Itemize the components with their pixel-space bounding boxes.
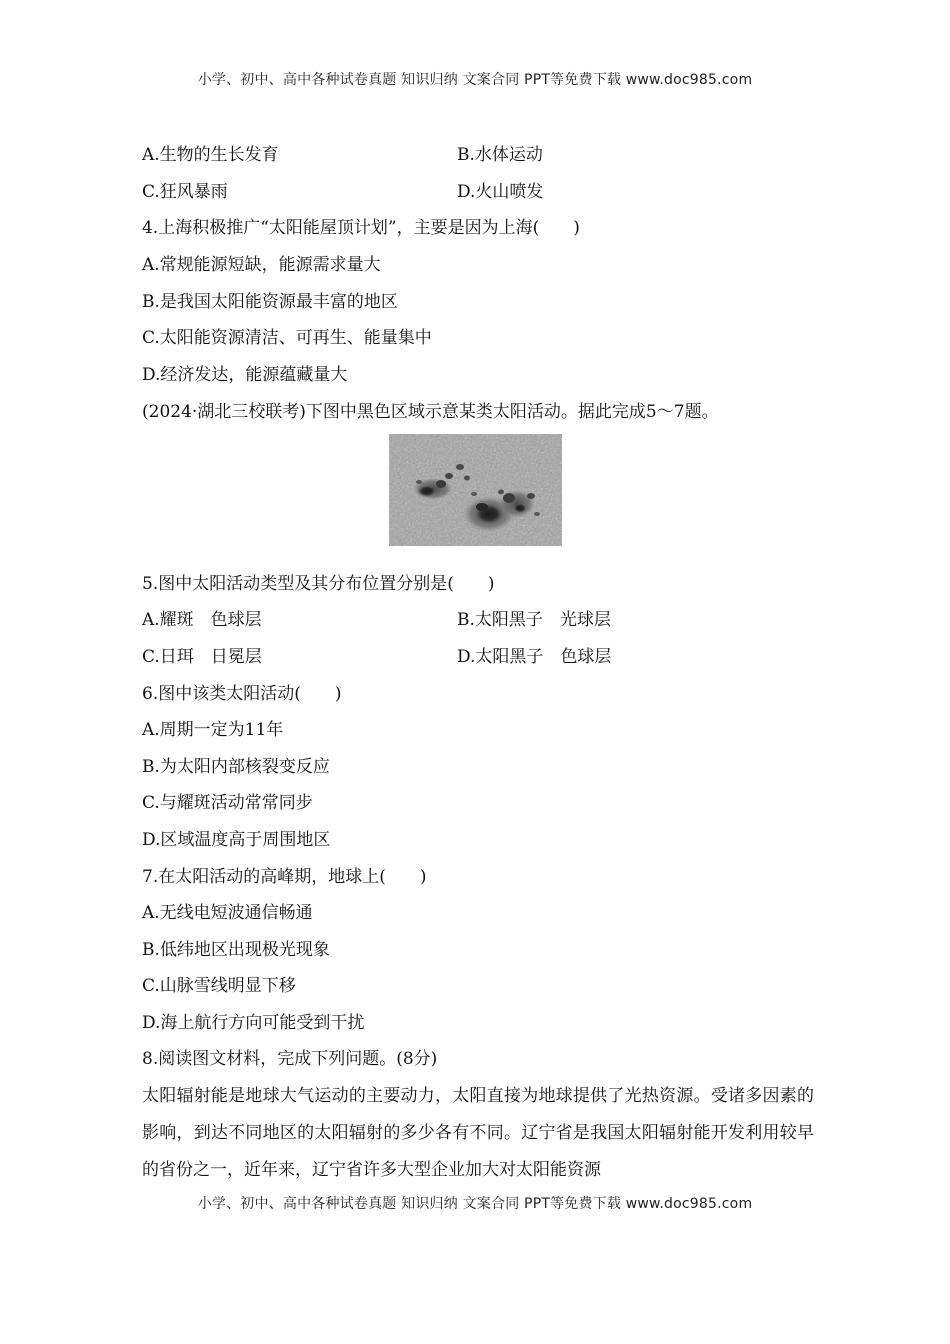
q7-option-d: D.海上航行方向可能受到干扰 <box>142 1013 365 1033</box>
q4-option-d: D.经济发达，能源蕴藏量大 <box>142 365 348 385</box>
q5-option-b: B.太阳黑子 光球层 <box>457 610 611 630</box>
q5-option-a: A.耀斑 色球层 <box>142 610 262 630</box>
q7-option-c: C.山脉雪线明显下移 <box>142 976 296 996</box>
sunspot-image <box>389 434 562 546</box>
q7-option-a: A.无线电短波通信畅通 <box>142 903 313 923</box>
q5-option-d: D.太阳黑子 色球层 <box>457 647 612 667</box>
q5-stem: 5.图中太阳活动类型及其分布位置分别是( ) <box>142 574 495 594</box>
q7-stem: 7.在太阳活动的高峰期，地球上( ) <box>142 867 427 887</box>
q8-material-paragraph: 太阳辐射能是地球大气运动的主要动力，太阳直接为地球提供了光热资源。受诸多因素的影响，到达不同地区的太阳辐射的多少各有不同。辽宁省是我国太阳辐射能开发利用较早的省份之一，近年来，辽宁省许多大型企业加大对太阳能资源 <box>142 1086 814 1180</box>
q3-option-a: A.生物的生长发育 <box>142 145 279 165</box>
q6-option-c: C.与耀斑活动常常同步 <box>142 793 313 813</box>
q4-option-a: A.常规能源短缺，能源需求量大 <box>142 255 381 275</box>
header-watermark: 小学、初中、高中各种试卷真题 知识归纳 文案合同 PPT等免费下载 www.doc985.com <box>197 72 753 88</box>
q7-option-b: B.低纬地区出现极光现象 <box>142 940 330 960</box>
q3-option-d: D.火山喷发 <box>457 182 544 202</box>
q6-option-d: D.区域温度高于周围地区 <box>142 830 331 850</box>
q6-option-b: B.为太阳内部核裂变反应 <box>142 757 330 777</box>
sunspot-figure <box>389 434 562 546</box>
q6-option-a: A.周期一定为11年 <box>142 720 284 740</box>
q4-option-b: B.是我国太阳能资源最丰富的地区 <box>142 292 398 312</box>
q3-option-b: B.水体运动 <box>457 145 543 165</box>
q8-stem: 8.阅读图文材料，完成下列问题。(8分) <box>142 1049 438 1069</box>
q5-option-c: C.日珥 日冕层 <box>142 647 262 667</box>
q4-stem: 4.上海积极推广“太阳能屋顶计划”，主要是因为上海( ) <box>142 218 580 238</box>
q6-stem: 6.图中该类太阳活动( ) <box>142 684 342 704</box>
section-intro: (2024·湖北三校联考)下图中黑色区域示意某类太阳活动。据此完成5～7题。 <box>142 402 719 422</box>
footer-watermark: 小学、初中、高中各种试卷真题 知识归纳 文案合同 PPT等免费下载 www.doc985.com <box>197 1196 753 1212</box>
q3-option-c: C.狂风暴雨 <box>142 182 228 202</box>
q4-option-c: C.太阳能资源清洁、可再生、能量集中 <box>142 328 432 348</box>
